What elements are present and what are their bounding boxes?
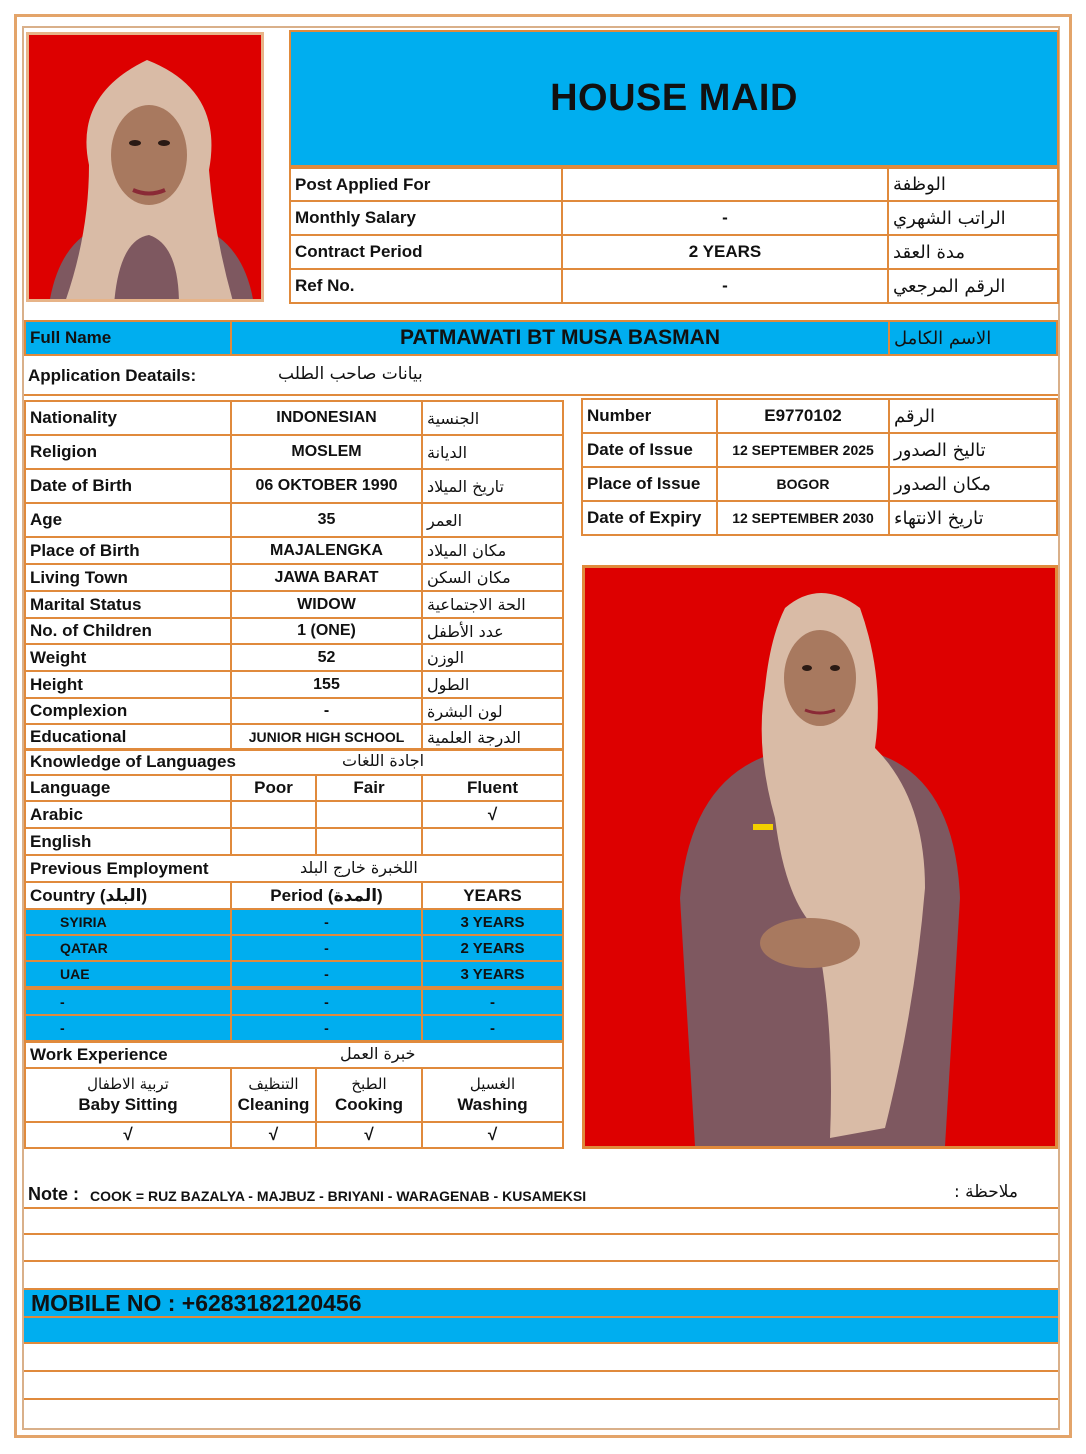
personal-label: Height [24,670,232,699]
personal-arabic: مكان الميلاد [421,536,564,565]
skill-check: √ [24,1121,232,1149]
personal-label: Marital Status [24,590,232,619]
personal-label: No. of Children [24,617,232,645]
personal-arabic: الديانة [421,434,564,470]
employment-period: - [230,908,423,936]
employment-period: - [230,988,423,1016]
passport-value: 12 SEPTEMBER 2030 [716,500,890,536]
post-value-1: - [561,200,889,236]
personal-label: Place of Birth [24,536,232,565]
personal-value: JAWA BARAT [230,563,423,592]
employment-country: - [24,988,232,1016]
personal-value: JUNIOR HIGH SCHOOL [230,723,423,751]
employment-years: - [421,988,564,1016]
language-row-fluent [421,827,564,856]
passport-arabic: تاليخ الصدور [888,432,1058,468]
post-label-0: Post Applied For [289,167,563,202]
personal-label: Age [24,502,232,538]
application-details-arabic: بيانات صاحب الطلب [278,364,423,384]
employment-label: Previous Employment [24,854,564,883]
post-value-3: - [561,268,889,304]
post-arabic-0: الوظفة [887,167,1059,202]
passport-value: E9770102 [716,398,890,434]
post-arabic-3: الرقم المرجعي [887,268,1059,304]
full-name-label: Full Name [24,320,232,356]
full-name-arabic: الاسم الكامل [888,320,1058,356]
passport-value: BOGOR [716,466,890,502]
employment-country: QATAR [24,934,232,962]
personal-arabic: الدرجة العلمية [421,723,564,751]
post-label-2: Contract Period [289,234,563,270]
employment-period: - [230,1014,423,1042]
skill-arabic: تربية الاطفال [87,1075,169,1093]
personal-value: 06 OKTOBER 1990 [230,468,423,504]
personal-arabic: الجنسية [421,400,564,436]
language-row-fair [315,800,423,829]
employment-header-period: Period (المدة) [230,881,423,910]
post-arabic-2: مدة العقد [887,234,1059,270]
note-text: COOK = RUZ BAZALYA - MAJBUZ - BRIYANI - WARAGENAB - KUSAMEKSI [90,1188,587,1204]
skill-header [315,1067,423,1123]
personal-value: 155 [230,670,423,699]
divider [24,1233,1058,1235]
divider [24,1398,1058,1400]
personal-value: WIDOW [230,590,423,619]
language-row-name: English [24,827,232,856]
personal-value: MOSLEM [230,434,423,470]
work-experience-label: Work Experience [24,1041,564,1069]
language-header-poor: Poor [230,774,317,802]
divider [24,394,1058,396]
employment-country: UAE [24,960,232,988]
personal-label: Living Town [24,563,232,592]
language-header-fair: Fair [315,774,423,802]
divider [24,1370,1058,1372]
personal-label: Nationality [24,400,232,436]
skill-header [24,1067,232,1123]
languages-label: Knowledge of Languages [24,748,564,776]
employment-years: 2 YEARS [421,934,564,962]
personal-label: Date of Birth [24,468,232,504]
language-row-fair [315,827,423,856]
passport-label: Place of Issue [581,466,718,502]
skill-name: Washing [457,1095,528,1114]
post-label-1: Monthly Salary [289,200,563,236]
language-header-name: Language [24,774,232,802]
skill-name: Cleaning [237,1095,310,1114]
personal-label: Weight [24,643,232,672]
languages-arabic: اجادة اللغات [342,751,425,770]
employment-header-years: YEARS [421,881,564,910]
passport-arabic: مكان الصدور [888,466,1058,502]
passport-label: Date of Expiry [581,500,718,536]
skill-name: Cooking [335,1095,403,1114]
personal-arabic: مكان السكن [421,563,564,592]
passport-arabic: تاريخ الانتهاء [888,500,1058,536]
language-row-fluent: √ [421,800,564,829]
profile-photo-full [582,565,1058,1149]
post-label-3: Ref No. [289,268,563,304]
work-experience-arabic: خبرة العمل [340,1044,416,1063]
language-header-fluent: Fluent [421,774,564,802]
employment-arabic: اللخبرة خارج البلد [300,858,418,877]
personal-arabic: تاريخ الميلاد [421,468,564,504]
personal-value: INDONESIAN [230,400,423,436]
post-value-0 [561,167,889,202]
skill-check: √ [230,1121,317,1149]
profile-photo-small [26,32,264,302]
personal-label: Complexion [24,697,232,725]
employment-header-country: Country (البلد) [24,881,232,910]
skill-arabic: الغسيل [469,1075,516,1093]
personal-label: Religion [24,434,232,470]
personal-value: 1 (ONE) [230,617,423,645]
employment-period: - [230,960,423,988]
personal-value: MAJALENGKA [230,536,423,565]
personal-value: 52 [230,643,423,672]
personal-arabic: الوزن [421,643,564,672]
skill-arabic: الطبخ [351,1075,387,1093]
passport-label: Date of Issue [581,432,718,468]
employment-country: SYIRIA [24,908,232,936]
application-details-label: Application Deatails: [28,366,197,385]
personal-arabic: الحة الاجتماعية [421,590,564,619]
personal-arabic: عدد الأطفل [421,617,564,645]
employment-country: - [24,1014,232,1042]
language-row-poor [230,800,317,829]
post-arabic-1: الراتب الشهري [887,200,1059,236]
employment-years: 3 YEARS [421,960,564,988]
note-arabic: ملاحظة : [954,1182,1018,1202]
skill-header [421,1067,564,1123]
employment-period: - [230,934,423,962]
personal-arabic: لون البشرة [421,697,564,725]
passport-label: Number [581,398,718,434]
skill-check: √ [421,1121,564,1149]
mobile-number: MOBILE NO : +6283182120456 [31,1290,362,1316]
skill-name: Baby Sitting [78,1095,178,1114]
page-title: HOUSE MAID [289,30,1059,167]
skill-header [230,1067,317,1123]
language-row-name: Arabic [24,800,232,829]
employment-years: 3 YEARS [421,908,564,936]
personal-arabic: العمر [421,502,564,538]
language-row-poor [230,827,317,856]
personal-value: - [230,697,423,725]
skill-check: √ [315,1121,423,1149]
skill-arabic: التنظيف [248,1075,299,1093]
divider [24,1260,1058,1262]
personal-label: Educational [24,723,232,751]
full-name-value: PATMAWATI BT MUSA BASMAN [230,320,890,356]
personal-arabic: الطول [421,670,564,699]
employment-years: - [421,1014,564,1042]
post-value-2: 2 YEARS [561,234,889,270]
divider [24,1207,1058,1209]
personal-value: 35 [230,502,423,538]
passport-arabic: الرقم [888,398,1058,434]
passport-value: 12 SEPTEMBER 2025 [716,432,890,468]
note-label: Note : [28,1184,79,1204]
